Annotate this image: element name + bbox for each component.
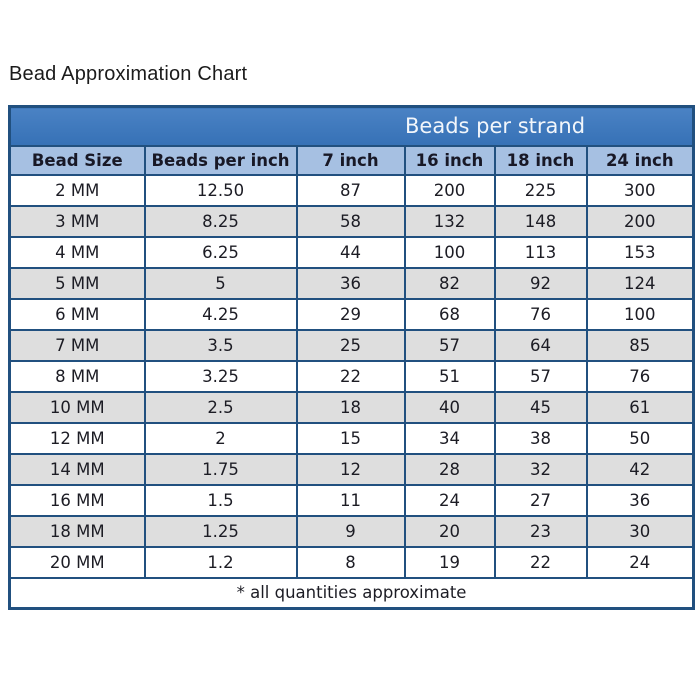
table-cell: 15 — [297, 423, 405, 454]
table-cell: 30 — [587, 516, 694, 547]
table-row — [10, 454, 694, 485]
table-row — [10, 206, 694, 237]
table-row — [10, 330, 694, 361]
table-row — [10, 175, 694, 206]
table-cell: 9 — [297, 516, 405, 547]
table-cell: 12 — [297, 454, 405, 485]
table-cell: 12 MM — [10, 423, 145, 454]
column-header-beads-per-inch: Beads per inch — [145, 146, 297, 175]
footnote-row — [10, 578, 694, 609]
table-cell: 5 — [145, 268, 297, 299]
table-cell: 38 — [495, 423, 587, 454]
table-cell: 76 — [587, 361, 694, 392]
column-header-16-inch: 16 inch — [405, 146, 495, 175]
table-cell: 87 — [297, 175, 405, 206]
table-cell: 64 — [495, 330, 587, 361]
table-cell: 82 — [405, 268, 495, 299]
footnote: * all quantities approximate — [10, 578, 694, 609]
table-cell: 51 — [405, 361, 495, 392]
table-cell: 2 — [145, 423, 297, 454]
column-header-24-inch: 24 inch — [587, 146, 694, 175]
table-cell: 18 — [297, 392, 405, 423]
table-cell: 14 MM — [10, 454, 145, 485]
table-cell: 24 — [587, 547, 694, 578]
column-header-7-inch: 7 inch — [297, 146, 405, 175]
table-cell: 225 — [495, 175, 587, 206]
table-cell: 8 — [297, 547, 405, 578]
table-cell: 8 MM — [10, 361, 145, 392]
table-body — [10, 175, 694, 578]
table-cell: 28 — [405, 454, 495, 485]
table-cell: 27 — [495, 485, 587, 516]
strand-header-row — [10, 107, 694, 146]
table-head — [10, 107, 694, 175]
table-cell: 36 — [587, 485, 694, 516]
table-cell: 18 MM — [10, 516, 145, 547]
table-cell: 24 — [405, 485, 495, 516]
table-cell: 11 — [297, 485, 405, 516]
table-cell: 34 — [405, 423, 495, 454]
table-cell: 153 — [587, 237, 694, 268]
table-cell: 16 MM — [10, 485, 145, 516]
table-cell: 10 MM — [10, 392, 145, 423]
table-row — [10, 423, 694, 454]
table-cell: 20 MM — [10, 547, 145, 578]
table-cell: 57 — [495, 361, 587, 392]
table-cell: 12.50 — [145, 175, 297, 206]
table-cell: 113 — [495, 237, 587, 268]
table-cell: 50 — [587, 423, 694, 454]
table-foot — [10, 578, 694, 609]
table-cell: 4.25 — [145, 299, 297, 330]
table-cell: 42 — [587, 454, 694, 485]
table-cell: 5 MM — [10, 268, 145, 299]
table-row — [10, 516, 694, 547]
table-cell: 76 — [495, 299, 587, 330]
table-cell: 3.25 — [145, 361, 297, 392]
table-cell: 45 — [495, 392, 587, 423]
table-cell: 1.75 — [145, 454, 297, 485]
table-cell: 1.5 — [145, 485, 297, 516]
bead-approximation-table — [8, 105, 695, 610]
table-cell: 200 — [405, 175, 495, 206]
table-cell: 6.25 — [145, 237, 297, 268]
table-cell: 2 MM — [10, 175, 145, 206]
table-cell: 8.25 — [145, 206, 297, 237]
table-cell: 25 — [297, 330, 405, 361]
table-row — [10, 237, 694, 268]
table-cell: 29 — [297, 299, 405, 330]
page-title: Bead Approximation Chart — [9, 63, 248, 85]
table-cell: 44 — [297, 237, 405, 268]
column-header-row — [10, 146, 694, 175]
table-cell: 36 — [297, 268, 405, 299]
table-cell: 100 — [587, 299, 694, 330]
column-header-bead-size: Bead Size — [10, 146, 145, 175]
table-cell: 61 — [587, 392, 694, 423]
table-cell: 148 — [495, 206, 587, 237]
table-cell: 68 — [405, 299, 495, 330]
table-cell: 2.5 — [145, 392, 297, 423]
table-cell: 23 — [495, 516, 587, 547]
table-cell: 32 — [495, 454, 587, 485]
table-cell: 19 — [405, 547, 495, 578]
table-cell: 6 MM — [10, 299, 145, 330]
strand-header: Beads per strand — [10, 107, 694, 146]
table-cell: 40 — [405, 392, 495, 423]
column-header-18-inch: 18 inch — [495, 146, 587, 175]
table-cell: 100 — [405, 237, 495, 268]
table-cell: 7 MM — [10, 330, 145, 361]
table-cell: 200 — [587, 206, 694, 237]
table-row — [10, 392, 694, 423]
table-cell: 22 — [297, 361, 405, 392]
table-cell: 4 MM — [10, 237, 145, 268]
table-row — [10, 299, 694, 330]
table-cell: 85 — [587, 330, 694, 361]
table-cell: 1.25 — [145, 516, 297, 547]
table-row — [10, 268, 694, 299]
table-cell: 300 — [587, 175, 694, 206]
table-cell: 132 — [405, 206, 495, 237]
table-cell: 1.2 — [145, 547, 297, 578]
table-cell: 3.5 — [145, 330, 297, 361]
table-row — [10, 361, 694, 392]
table-cell: 22 — [495, 547, 587, 578]
table-cell: 58 — [297, 206, 405, 237]
table-row — [10, 485, 694, 516]
table-cell: 57 — [405, 330, 495, 361]
table-cell: 3 MM — [10, 206, 145, 237]
table-cell: 124 — [587, 268, 694, 299]
table-row — [10, 547, 694, 578]
table-cell: 20 — [405, 516, 495, 547]
table-cell: 92 — [495, 268, 587, 299]
